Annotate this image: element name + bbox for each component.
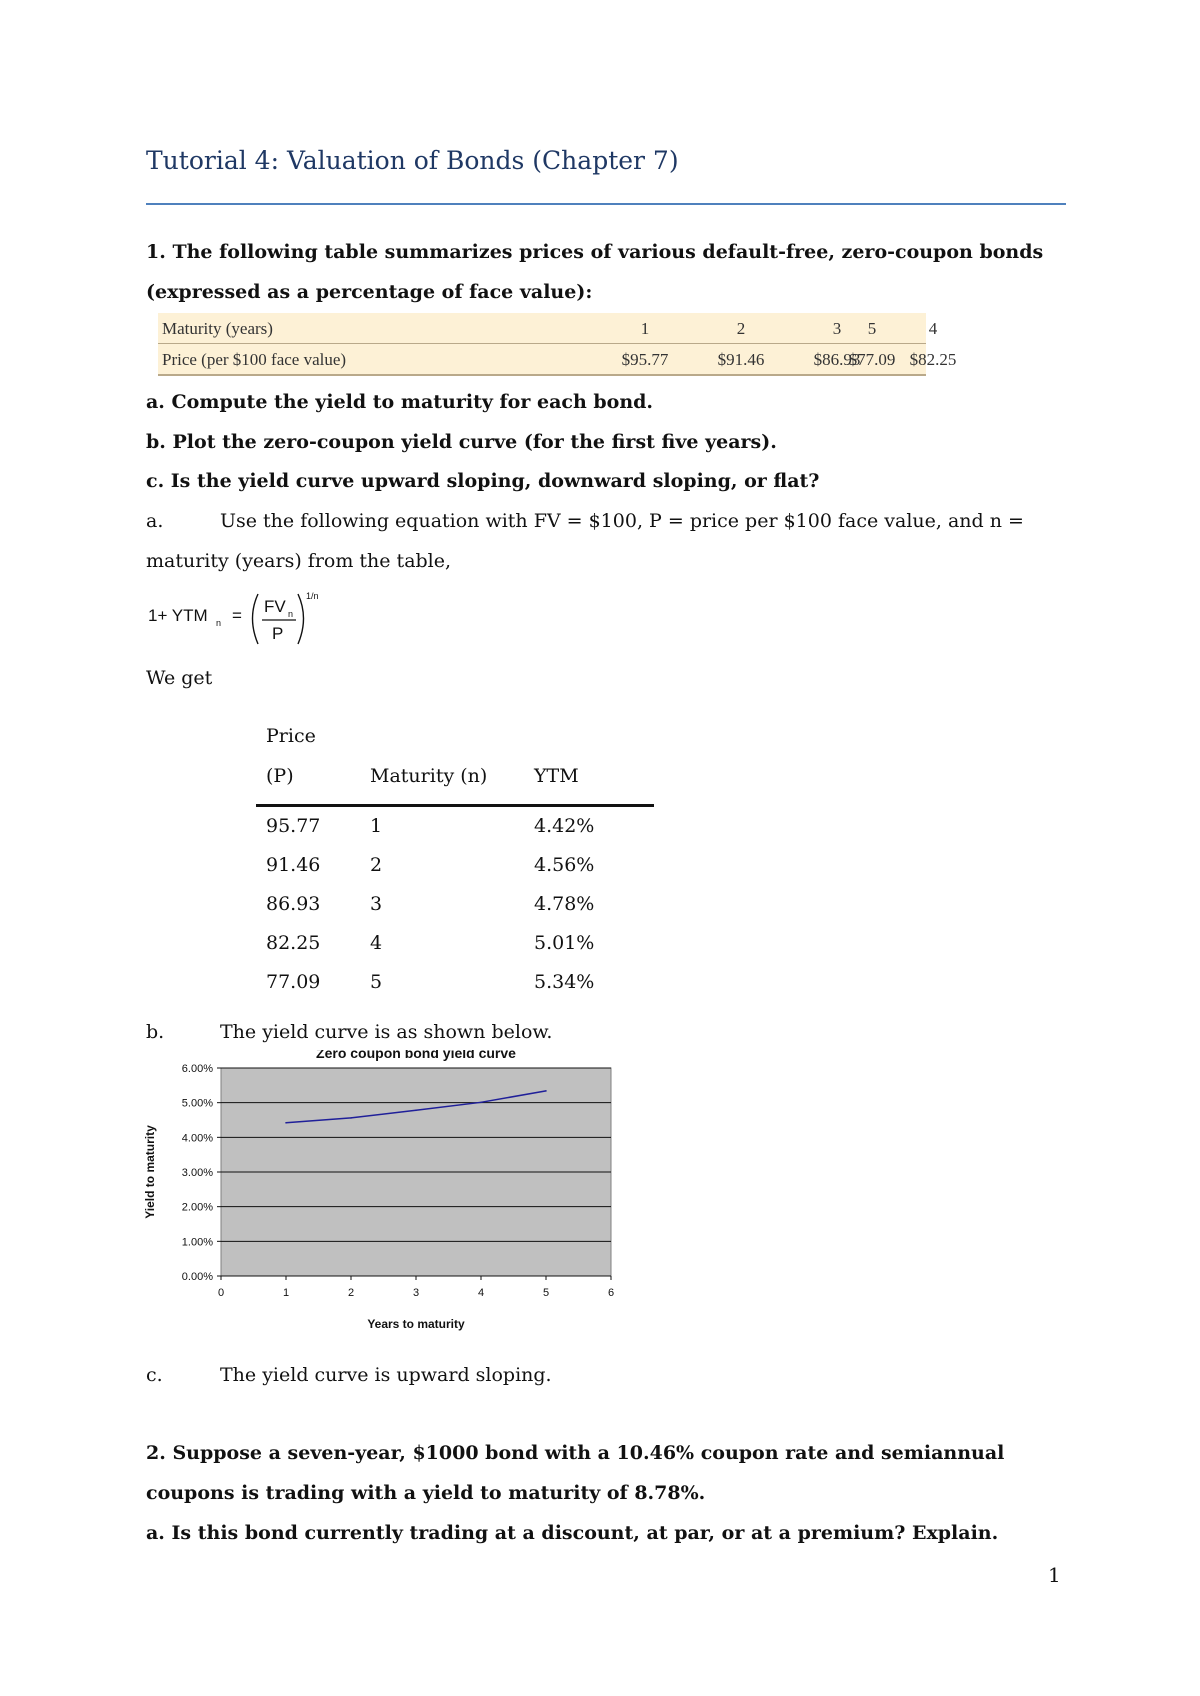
bond-price-table [158, 313, 957, 375]
we-get: We get [146, 667, 213, 689]
yield-point [285, 1122, 287, 1124]
ytm-cell-ytm: 4.42% [534, 815, 595, 837]
q2-part-a: a. Is this bond currently trading at a discount, at par, or at a premium? Explain. [146, 1522, 999, 1544]
ytm-header-rule [256, 804, 654, 807]
yield-point [350, 1117, 352, 1119]
y-tick-label: 3.00% [181, 1167, 213, 1179]
ytm-header-price: Price [266, 725, 316, 747]
maturity-cell: 4 [928, 319, 938, 338]
price-row-label: Price (per $100 face value) [162, 350, 347, 369]
x-tick-label: 0 [217, 1287, 225, 1299]
formula-lhs-sub: n [216, 618, 222, 628]
maturity-cell: 2 [736, 319, 746, 338]
answer-a-line1: Use the following equation with FV = $100, P = price per $100 face value, and n = [220, 510, 1024, 532]
formula-numerator: FV [264, 597, 286, 616]
q1-part-b: b. Plot the zero-coupon yield curve (for the first five years). [146, 431, 777, 453]
ytm-cell-maturity: 5 [370, 971, 383, 993]
ytm-cell-price: 82.25 [266, 932, 321, 954]
page-number: 1 [1048, 1563, 1061, 1587]
yield-curve-chart [140, 1050, 640, 1350]
price-cell: $77.09 [848, 350, 896, 369]
q2-line2: coupons is trading with a yield to maturity of 8.78%. [146, 1482, 706, 1504]
formula-equals: = [232, 606, 242, 625]
ytm-cell-maturity: 2 [370, 854, 383, 876]
ytm-header-price-p: (P) [266, 765, 294, 787]
ytm-cell-price: 86.93 [266, 893, 321, 915]
y-axis-label: Yield to maturity [143, 1125, 157, 1219]
y-tick-label: 1.00% [181, 1236, 213, 1249]
y-tick-label: 0.00% [181, 1271, 213, 1283]
y-tick-label: 6.00% [181, 1063, 213, 1075]
maturity-cell: 5 [867, 319, 877, 338]
ytm-cell-price: 77.09 [266, 971, 321, 993]
page-title: Tutorial 4: Valuation of Bonds (Chapter 7) [146, 146, 679, 175]
maturity-cell: 1 [640, 319, 650, 338]
x-tick-label: 4 [477, 1287, 485, 1299]
x-axis-label: Years to maturity [367, 1317, 465, 1331]
price-cell: $82.25 [909, 350, 957, 369]
formula-lhs: 1+ YTM [148, 606, 208, 625]
ytm-formula-graphic [146, 588, 346, 652]
formula-denominator: P [272, 624, 284, 643]
yield-point [480, 1102, 482, 1104]
q1-intro-line1: 1. The following table summarizes prices of various default-free, zero-coupon bonds [146, 241, 1044, 263]
x-tick-label: 3 [412, 1287, 420, 1299]
answer-c-label: c. [146, 1364, 163, 1386]
ytm-cell-ytm: 4.78% [534, 893, 595, 915]
price-cell: $95.77 [621, 350, 669, 369]
price-cell: $86.93 [813, 350, 861, 369]
yield-point [545, 1090, 547, 1092]
x-tick-label: 1 [282, 1287, 290, 1299]
chart-title: Zero coupon bond yield curve [316, 1050, 516, 1061]
x-tick-label: 6 [607, 1287, 615, 1299]
answer-c-text: The yield curve is upward sloping. [220, 1364, 552, 1386]
ytm-header-ytm: YTM [534, 765, 579, 787]
ytm-header-maturity: Maturity (n) [370, 765, 488, 787]
price-cell: $91.46 [717, 350, 765, 369]
ytm-cell-ytm: 5.01% [534, 932, 595, 954]
formula-numerator-sub: n [288, 609, 294, 619]
x-tick-label: 5 [542, 1287, 550, 1299]
ytm-cell-maturity: 1 [370, 815, 383, 837]
maturity-row [158, 313, 938, 344]
x-tick-label: 2 [347, 1287, 355, 1299]
ytm-cell-price: 95.77 [266, 815, 321, 837]
y-tick-label: 4.00% [181, 1132, 213, 1145]
q2-line1: 2. Suppose a seven-year, $1000 bond with a 10.46% coupon rate and semiannual [146, 1442, 1005, 1464]
price-row [158, 344, 957, 376]
y-tick-label: 2.00% [181, 1201, 213, 1214]
q1-part-a: a. Compute the yield to maturity for each bond. [146, 391, 654, 413]
answer-b-text: The yield curve is as shown below. [220, 1021, 553, 1043]
q1-intro-line2: (expressed as a percentage of face value): [146, 281, 593, 303]
ytm-cell-ytm: 4.56% [534, 854, 595, 876]
q1-part-c: c. Is the yield curve upward sloping, downward sloping, or flat? [146, 470, 820, 492]
answer-a-line2: maturity (years) from the table, [146, 550, 452, 572]
formula-exponent: 1/n [306, 591, 319, 601]
ytm-cell-price: 91.46 [266, 854, 321, 876]
ytm-cell-maturity: 3 [370, 893, 383, 915]
answer-b-label: b. [146, 1021, 165, 1043]
ytm-formula [146, 588, 346, 657]
answer-a-label: a. [146, 510, 164, 532]
maturity-cell: 3 [832, 319, 842, 338]
maturity-row-label: Maturity (years) [162, 319, 273, 338]
y-tick-label: 5.00% [181, 1097, 213, 1110]
ytm-cell-maturity: 4 [370, 932, 383, 954]
yield-curve-svg [140, 1050, 640, 1350]
ytm-cell-ytm: 5.34% [534, 971, 595, 993]
title-rule [146, 203, 1066, 205]
yield-point [415, 1109, 417, 1111]
